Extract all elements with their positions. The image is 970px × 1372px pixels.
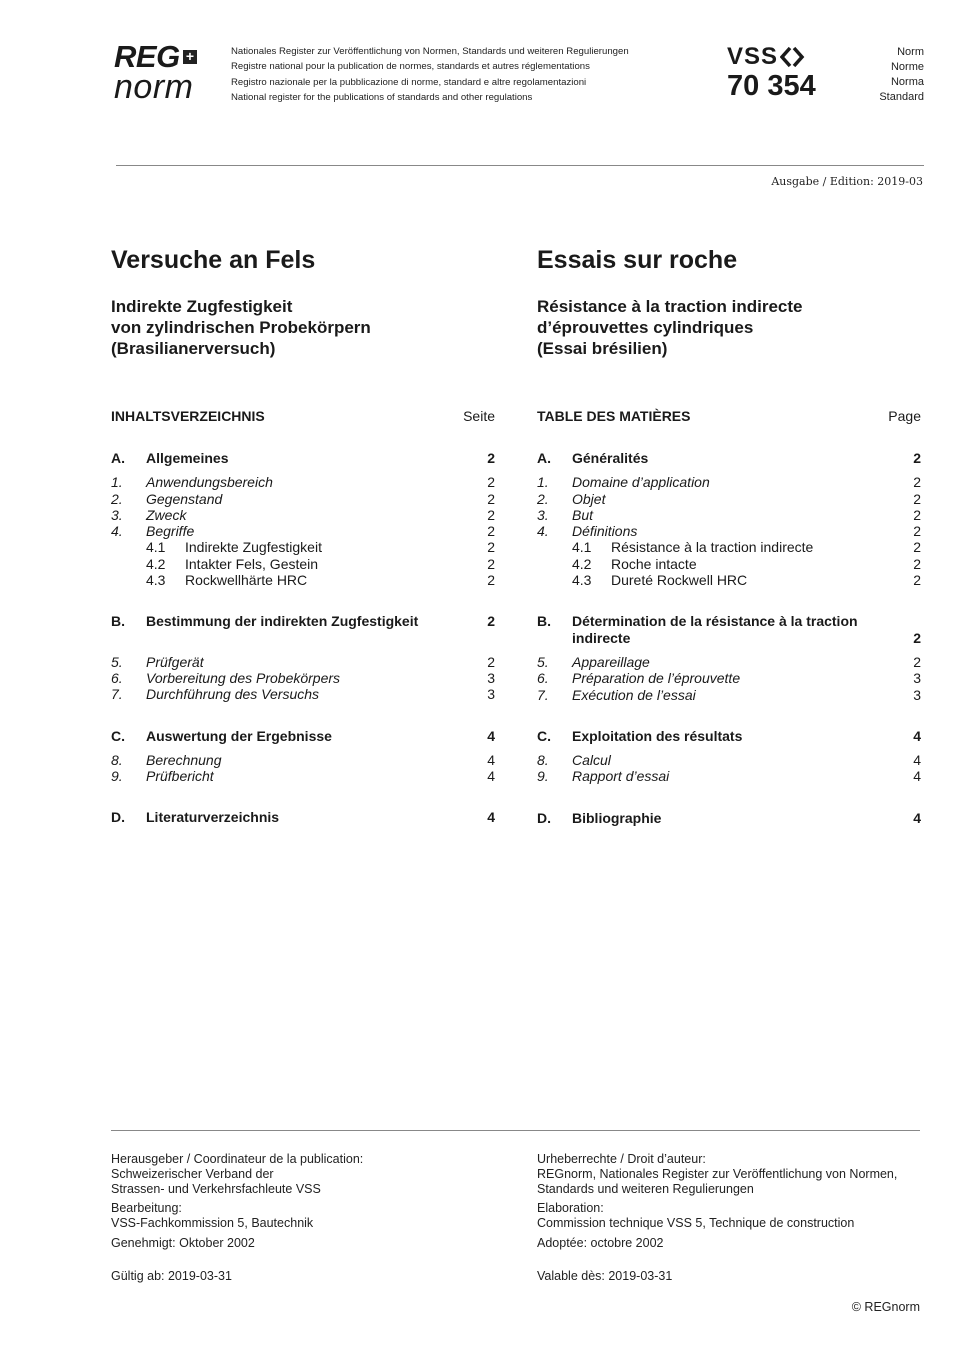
norm-type-en: Standard — [879, 91, 924, 103]
vss-number: 70 354 — [727, 70, 816, 102]
toc-subitem[interactable]: 4.3 Rockwellhärte HRC 2 — [146, 572, 495, 589]
copyright-notice: © REGnorm — [851, 1300, 920, 1314]
vss-chevron-icon — [780, 46, 806, 68]
footer-text: Elaboration: — [537, 1201, 604, 1215]
subtitle-line: d’éprouvettes cylindriques — [537, 318, 754, 337]
toc-item[interactable]: 6. Préparation de l’éprouvette 3 — [537, 670, 921, 687]
page-title-de: Versuche an Fels — [111, 246, 316, 274]
register-line-it: Registro nazionale per la pubblicazione di norme, standard e altre regolamentazioni — [231, 76, 587, 88]
toc-section-d[interactable]: D. Bibliographie 4 — [537, 809, 921, 826]
norm-type-fr: Norme — [890, 61, 924, 73]
toc-item[interactable]: 5. Prüfgerät 2 — [111, 653, 495, 670]
footer-approved: Genehmigt: Oktober 2002 — [111, 1236, 255, 1250]
toc-item[interactable]: 1. Anwendungsbereich 2 — [111, 474, 495, 491]
subtitle-line: Indirekte Zugfestigkeit — [111, 297, 293, 316]
vss-standard-id — [727, 44, 816, 102]
toc-section-a[interactable]: A. Allgemeines 2 — [111, 450, 495, 466]
footer-text: Herausgeber / Coordinateur de la publication: — [111, 1152, 364, 1166]
toc-section-b[interactable]: B. Bestimmung der indirekten Zugfestigkeit 2 — [111, 613, 495, 630]
footer-right — [537, 1152, 927, 1284]
title-block-fr — [537, 245, 921, 359]
header-divider — [116, 165, 924, 166]
toc-subitem[interactable]: 4.1 Résistance à la traction indirecte 2 — [572, 539, 921, 556]
footer-approved: Adoptée: octobre 2002 — [537, 1236, 664, 1250]
toc-page-label: Page — [888, 408, 921, 424]
toc-title: TABLE DES MATIÈRES — [537, 408, 691, 424]
footer-text: Urheberrechte / Droit d’auteur: — [537, 1152, 706, 1166]
toc-item[interactable]: 5. Appareillage 2 — [537, 653, 921, 670]
footer-text: Strassen- und Verkehrsfachleute VSS — [111, 1182, 321, 1196]
toc-item[interactable]: 3. But 2 — [537, 506, 921, 523]
toc-item[interactable]: 9. Rapport d’essai 4 — [537, 768, 921, 785]
footer-valid: Gültig ab: 2019-03-31 — [111, 1269, 232, 1283]
regnorm-logo — [114, 39, 214, 106]
toc-item[interactable]: 8. Calcul 4 — [537, 752, 921, 769]
toc-de — [111, 408, 495, 826]
toc-section-c[interactable]: C. Auswertung der Ergebnisse 4 — [111, 727, 495, 744]
logo-reg-text: REG — [114, 39, 180, 74]
register-line-en: National register for the publications of standards and other regulations — [231, 91, 533, 103]
footer-left — [111, 1152, 511, 1284]
toc-header — [537, 408, 921, 424]
toc-subitem[interactable]: 4.2 Roche intacte 2 — [572, 555, 921, 572]
logo-norm-text: norm — [114, 68, 194, 106]
toc-section-d[interactable]: D. Literaturverzeichnis 4 — [111, 809, 495, 826]
footer-text: Commission technique VSS 5, Technique de construction — [537, 1216, 855, 1230]
subtitle-line: von zylindrischen Probekörpern — [111, 318, 371, 337]
toc-item[interactable]: 7. Durchführung des Versuchs 3 — [111, 686, 495, 703]
norm-type-list — [879, 45, 924, 105]
register-line-de: Nationales Register zur Veröffentlichung von Normen, Standards und weiteren Regulierungen — [231, 46, 629, 57]
vss-label: VSS — [727, 43, 779, 70]
page-title-fr: Essais sur roche — [537, 246, 738, 274]
toc-subitem[interactable]: 4.3 Dureté Rockwell HRC 2 — [572, 572, 921, 589]
footer-text: Bearbeitung: — [111, 1201, 182, 1215]
toc-item[interactable]: 3. Zweck 2 — [111, 506, 495, 523]
toc-item[interactable]: 1. Domaine d’application 2 — [537, 474, 921, 491]
footer-text: VSS-Fachkommission 5, Bautechnik — [111, 1216, 314, 1230]
footer-valid: Valable dès: 2019-03-31 — [537, 1269, 673, 1283]
footer-text: Schweizerischer Verband der — [111, 1167, 274, 1181]
toc-subitem[interactable]: 4.1 Indirekte Zugfestigkeit 2 — [146, 539, 495, 556]
register-line-fr: Registre national pour la publication de normes, standards et autres réglementations — [231, 61, 590, 73]
toc-item[interactable]: 8. Berechnung 4 — [111, 751, 495, 768]
toc-header — [111, 408, 495, 424]
toc-section-b[interactable]: B. Détermination de la résistance à la traction indirecte 2 — [537, 613, 921, 646]
swiss-cross-icon: + — [183, 50, 197, 64]
toc-item[interactable]: 6. Vorbereitung des Probekörpers 3 — [111, 669, 495, 686]
toc-item[interactable]: 4. Définitions 2 — [537, 523, 921, 540]
edition-date: Ausgabe / Edition: 2019-03 — [771, 175, 923, 188]
toc-item[interactable]: 2. Objet 2 — [537, 490, 921, 507]
subtitle-line: Résistance à la traction indirecte — [537, 297, 803, 316]
toc-section-a[interactable]: A. Généralités 2 — [537, 450, 921, 466]
toc-fr — [537, 408, 921, 826]
toc-item[interactable]: 7. Exécution de l’essai 3 — [537, 686, 921, 703]
subtitle-line: (Brasilianerversuch) — [111, 339, 276, 358]
register-description — [231, 44, 629, 105]
toc-page-label: Seite — [463, 408, 495, 424]
toc-item[interactable]: 2. Gegenstand 2 — [111, 490, 495, 507]
toc-item[interactable]: 9. Prüfbericht 4 — [111, 768, 495, 785]
title-block-de — [111, 245, 495, 359]
toc-subitem[interactable]: 4.2 Intakter Fels, Gestein 2 — [146, 555, 495, 572]
norm-type-de: Norm — [897, 46, 924, 58]
subtitle-line: (Essai brésilien) — [537, 339, 668, 358]
toc-section-c[interactable]: C. Exploitation des résultats 4 — [537, 727, 921, 744]
footer-text: Standards und weiteren Regulierungen — [537, 1182, 754, 1196]
toc-title: INHALTSVERZEICHNIS — [111, 408, 265, 424]
norm-type-it: Norma — [890, 76, 924, 88]
footer-divider — [111, 1130, 920, 1131]
toc-item[interactable]: 4. Begriffe 2 — [111, 523, 495, 540]
footer-text: REGnorm, Nationales Register zur Veröffentlichung von Normen, — [537, 1167, 898, 1181]
